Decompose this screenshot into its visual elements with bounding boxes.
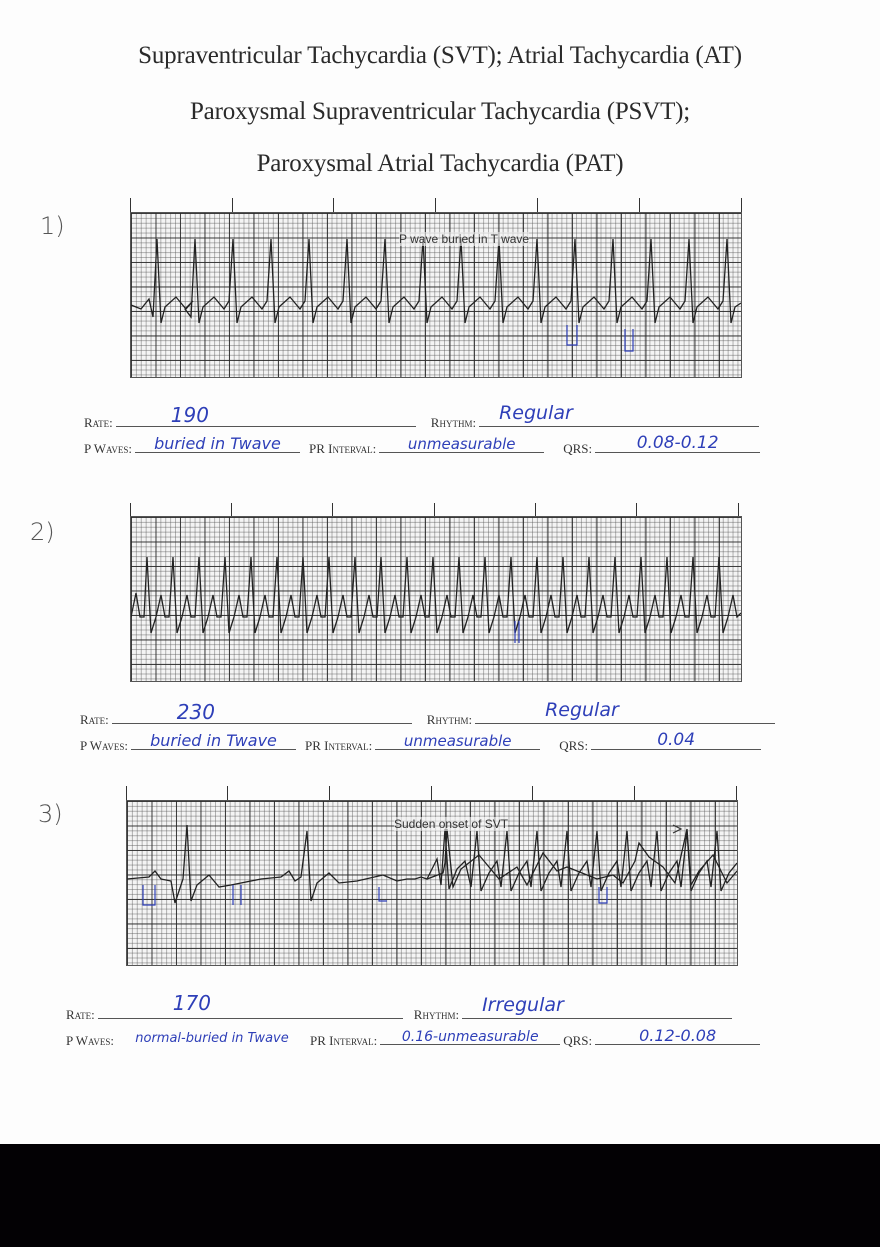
strip-1-annotation: P wave buried in T wave — [399, 232, 530, 246]
rate-label: Rate: — [80, 712, 109, 727]
strip-3-p-waves-field[interactable] — [117, 1031, 307, 1045]
strip-2-rate-value: 230 — [176, 700, 215, 724]
strip-3-pr-interval-field[interactable] — [380, 1030, 560, 1045]
rhythm-label: Rhythm: — [430, 415, 477, 430]
strip-3-rate-field[interactable] — [98, 991, 403, 1019]
strip-1-row-1 — [84, 402, 759, 431]
title-line-3: Paroxysmal Atrial Tachycardia (PAT) — [256, 150, 624, 177]
strip-2-row-1 — [80, 699, 775, 728]
strip-3-qrs-field[interactable] — [595, 1026, 760, 1045]
strip-2-qrs-field[interactable] — [591, 730, 761, 750]
strip-2-qrs-value: 0.04 — [657, 730, 696, 750]
strip-1-qrs-value: 0.08-0.12 — [636, 433, 719, 453]
qrs-label: QRS: — [563, 441, 593, 456]
strip-1-rate-value: 190 — [170, 403, 209, 427]
strip-2-p-waves-value: buried in Twave — [150, 731, 277, 750]
title-line-2: Paroxysmal Supraventricular Tachycardia (PSVT); — [189, 98, 691, 125]
strip-1-rate-field[interactable] — [116, 403, 416, 427]
p-waves-label: P Waves: — [80, 738, 128, 753]
ecg-strip-1 — [130, 212, 742, 378]
strip-1-pr-interval-field[interactable] — [379, 435, 544, 453]
strip-2-row-2 — [80, 730, 761, 754]
strip-2-p-waves-field[interactable] — [131, 731, 296, 750]
strip-1-pr-interval-value: unmeasurable — [407, 435, 516, 453]
strip-3-row-2 — [66, 1026, 760, 1049]
ecg-trace-2 — [131, 517, 741, 681]
rhythm-label: Rhythm: — [413, 1007, 460, 1022]
strip-2-rhythm-value: Regular — [545, 699, 619, 721]
strip-3-qrs-value: 0.12-0.08 — [639, 1026, 717, 1045]
strip-2-time-ticks — [130, 503, 742, 517]
rate-label: Rate: — [66, 1007, 95, 1022]
strip-2-pr-interval-field[interactable] — [375, 732, 540, 750]
strip-3-time-ticks — [126, 786, 738, 800]
strip-3-annotation: Sudden onset of SVT — [394, 817, 509, 831]
title-line-1: Supraventricular Tachycardia (SVT); Atrial Tachycardia (AT) — [138, 42, 742, 69]
strip-1-p-waves-value: buried in Twave — [154, 434, 281, 453]
ecg-strip-2 — [130, 516, 742, 682]
qrs-label: QRS: — [563, 1033, 593, 1048]
strip-3-number: 3) — [38, 800, 63, 828]
strip-1-row-2 — [84, 433, 760, 457]
rhythm-label: Rhythm: — [426, 712, 473, 727]
strip-1-qrs-field[interactable] — [595, 433, 760, 453]
strip-3-rate-value: 170 — [172, 991, 211, 1015]
strip-1-rhythm-field[interactable] — [479, 402, 759, 427]
ecg-strip-3 — [126, 800, 738, 966]
strip-3-row-1 — [66, 991, 732, 1023]
pr-interval-label: PR Interval: — [310, 1033, 378, 1048]
strip-3-p-waves-value: normal-buried in Twave — [135, 1031, 289, 1046]
strip-3-rhythm-field[interactable] — [462, 994, 732, 1019]
strip-2-rhythm-field[interactable] — [475, 699, 775, 724]
qrs-label: QRS: — [559, 738, 589, 753]
black-footer-band — [0, 1144, 880, 1247]
strip-1-number: 1) — [40, 212, 65, 240]
strip-1-p-waves-field[interactable] — [135, 434, 300, 453]
strip-2-pr-interval-value: unmeasurable — [403, 732, 512, 750]
strip-3-pr-interval-value: 0.16-unmeasurable — [401, 1029, 539, 1045]
p-waves-label: P Waves: — [66, 1033, 114, 1048]
strip-3-rhythm-value: Irregular — [482, 994, 564, 1016]
p-waves-label: P Waves: — [84, 441, 132, 456]
strip-2-rate-field[interactable] — [112, 700, 412, 724]
strip-2-number: 2) — [30, 518, 55, 546]
rate-label: Rate: — [84, 415, 113, 430]
pr-interval-label: PR Interval: — [309, 441, 377, 456]
pr-interval-label: PR Interval: — [305, 738, 373, 753]
strip-1-rhythm-value: Regular — [499, 402, 573, 424]
strip-1-time-ticks — [130, 198, 742, 212]
